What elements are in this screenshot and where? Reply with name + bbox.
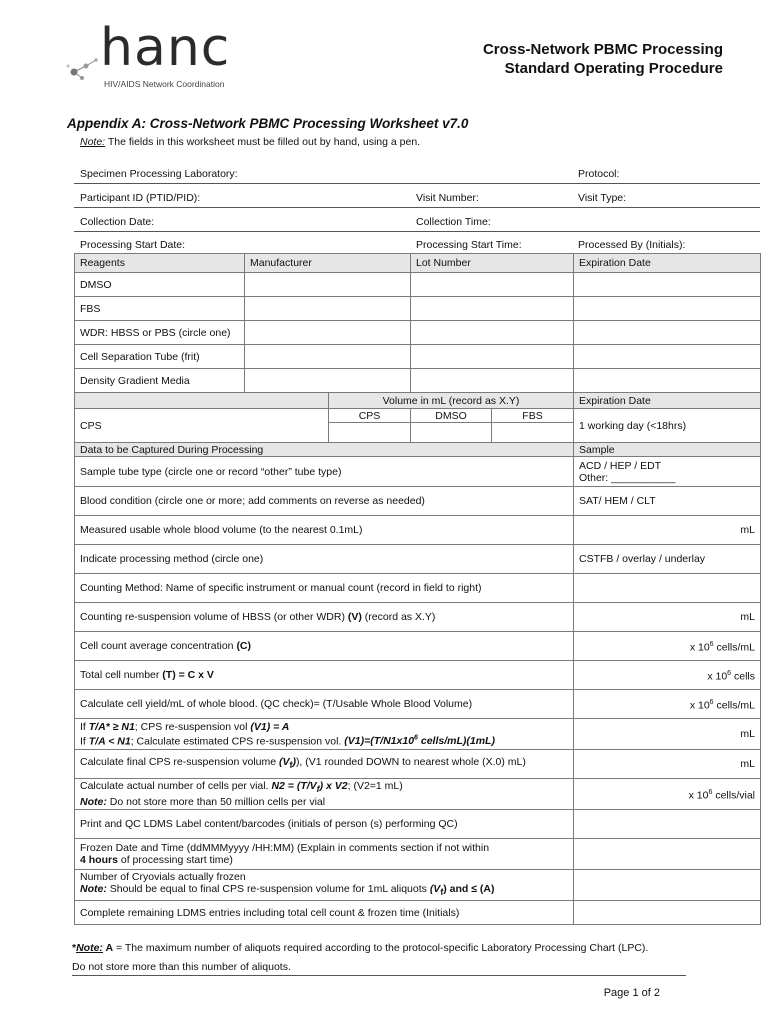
page-number: Page 1 of 2	[603, 987, 660, 999]
table-row: Calculate cell yield/mL of whole blood. (QC check)= (T/Usable Whole Blood Volume) x $10^6$ cells/mL	[75, 690, 761, 719]
table-row: Blood condition (circle one or more; add comments on reverse as needed) SAT/ HEM / CLT	[75, 487, 761, 516]
table-row: Counting Method: Name of specific instrument or manual count (record in field to right)	[75, 574, 761, 603]
appendix-title: Appendix A: Cross-Network PBMC Processing Worksheet v7.0	[67, 116, 469, 131]
visit-type-field: Visit Type:	[578, 192, 627, 204]
ptid-field: Participant ID (PTID/PID):	[80, 192, 201, 204]
processing-start-time-field: Processing Start Time:	[416, 239, 522, 251]
visit-number-field: Visit Number:	[416, 192, 479, 204]
footnote-line2: Do not store more than this number of aliquots.	[72, 961, 291, 973]
lab-field: Specimen Processing Laboratory:	[80, 168, 238, 180]
table-row: Cell count average concentration (C) x $10^6$ cells/mL	[75, 632, 761, 661]
worksheet-table	[74, 253, 761, 925]
table-row: If T/A* ≥ N1; CPS re-suspension vol (V1) = A If T/A < N1; Calculate estimated CPS re-suspension vol. $(V1)=(T/N1x10^6$ cells/mL)(1mL) mL	[75, 719, 761, 750]
table-row: Calculate final CPS re-suspension volume $(V_f)$), (V1 rounded DOWN to nearest whole (X.0) mL) mL	[75, 750, 761, 779]
table-row: Frozen Date and Time (ddMMMyyyy /HH:MM) (Explain in comments section if not within 4 hours of processing start time)	[75, 839, 761, 870]
collection-date-field: Collection Date:	[80, 216, 155, 228]
table-row: Complete remaining LDMS entries including total cell count & frozen time (Initials)	[75, 901, 761, 925]
table-row: Indicate processing method (circle one) CSTFB / overlay / underlay	[75, 545, 761, 574]
footnote: *Note: A = The maximum number of aliquots required according to the protocol-specific Laboratory Processing Chart (LPC).	[72, 942, 649, 954]
logo-wordmark: hanc	[100, 18, 231, 78]
table-row: Number of Cryovials actually frozen Note: Should be equal to final CPS re-suspension volume for 1mL aliquots $(V_f)$ and ≤ (A)	[75, 870, 761, 901]
table-row: WDR: HBSS or PBS (circle one)	[75, 321, 761, 345]
protocol-field: Protocol:	[578, 168, 620, 180]
table-row: Total cell number (T) = C x V x $10^6$ cells	[75, 661, 761, 690]
table-row: Cell Separation Tube (frit)	[75, 345, 761, 369]
table-row: DMSO	[75, 273, 761, 297]
data-capture-header-row: Data to be Captured During Processing Sample	[75, 443, 761, 457]
table-row: Calculate actual number of cells per vial. $N2 = (T/V_f)$ x V2; (V2=1 mL) Note: Do not store more than 50 million cells per vial x $10^6$ cells/vial	[75, 779, 761, 810]
table-row: Density Gradient Media	[75, 369, 761, 393]
processing-start-date-field: Processing Start Date:	[80, 239, 186, 251]
logo-subtitle: HIV/AIDS Network Coordination	[104, 79, 225, 89]
cps-subheader-row: CPS CPS DMSO FBS 1 working day (<18hrs)	[75, 409, 761, 423]
processed-by-field: Processed By (Initials):	[578, 239, 686, 251]
molecule-logo-icon	[64, 52, 104, 82]
collection-time-field: Collection Time:	[416, 216, 491, 228]
instruction-note: Note: The fields in this worksheet must be filled out by hand, using a pen.	[80, 136, 421, 148]
table-row: Print and QC LDMS Label content/barcodes (initials of person (s) performing QC)	[75, 810, 761, 839]
reagents-header-row: Reagents Manufacturer Lot Number Expiration Date	[75, 254, 761, 273]
table-row: Sample tube type (circle one or record “other” tube type) ACD / HEP / EDT Other: ___________	[75, 457, 761, 487]
table-row: Counting re-suspension volume of HBSS (or other WDR) (V) (record as X.Y) mL	[75, 603, 761, 632]
table-row: Measured usable whole blood volume (to the nearest 0.1mL) mL	[75, 516, 761, 545]
document-title: Cross-Network PBMC Processing Standard Operating Procedure	[482, 41, 723, 77]
table-row: FBS	[75, 297, 761, 321]
cps-header-row: Volume in mL (record as X.Y) Expiration Date	[75, 393, 761, 409]
